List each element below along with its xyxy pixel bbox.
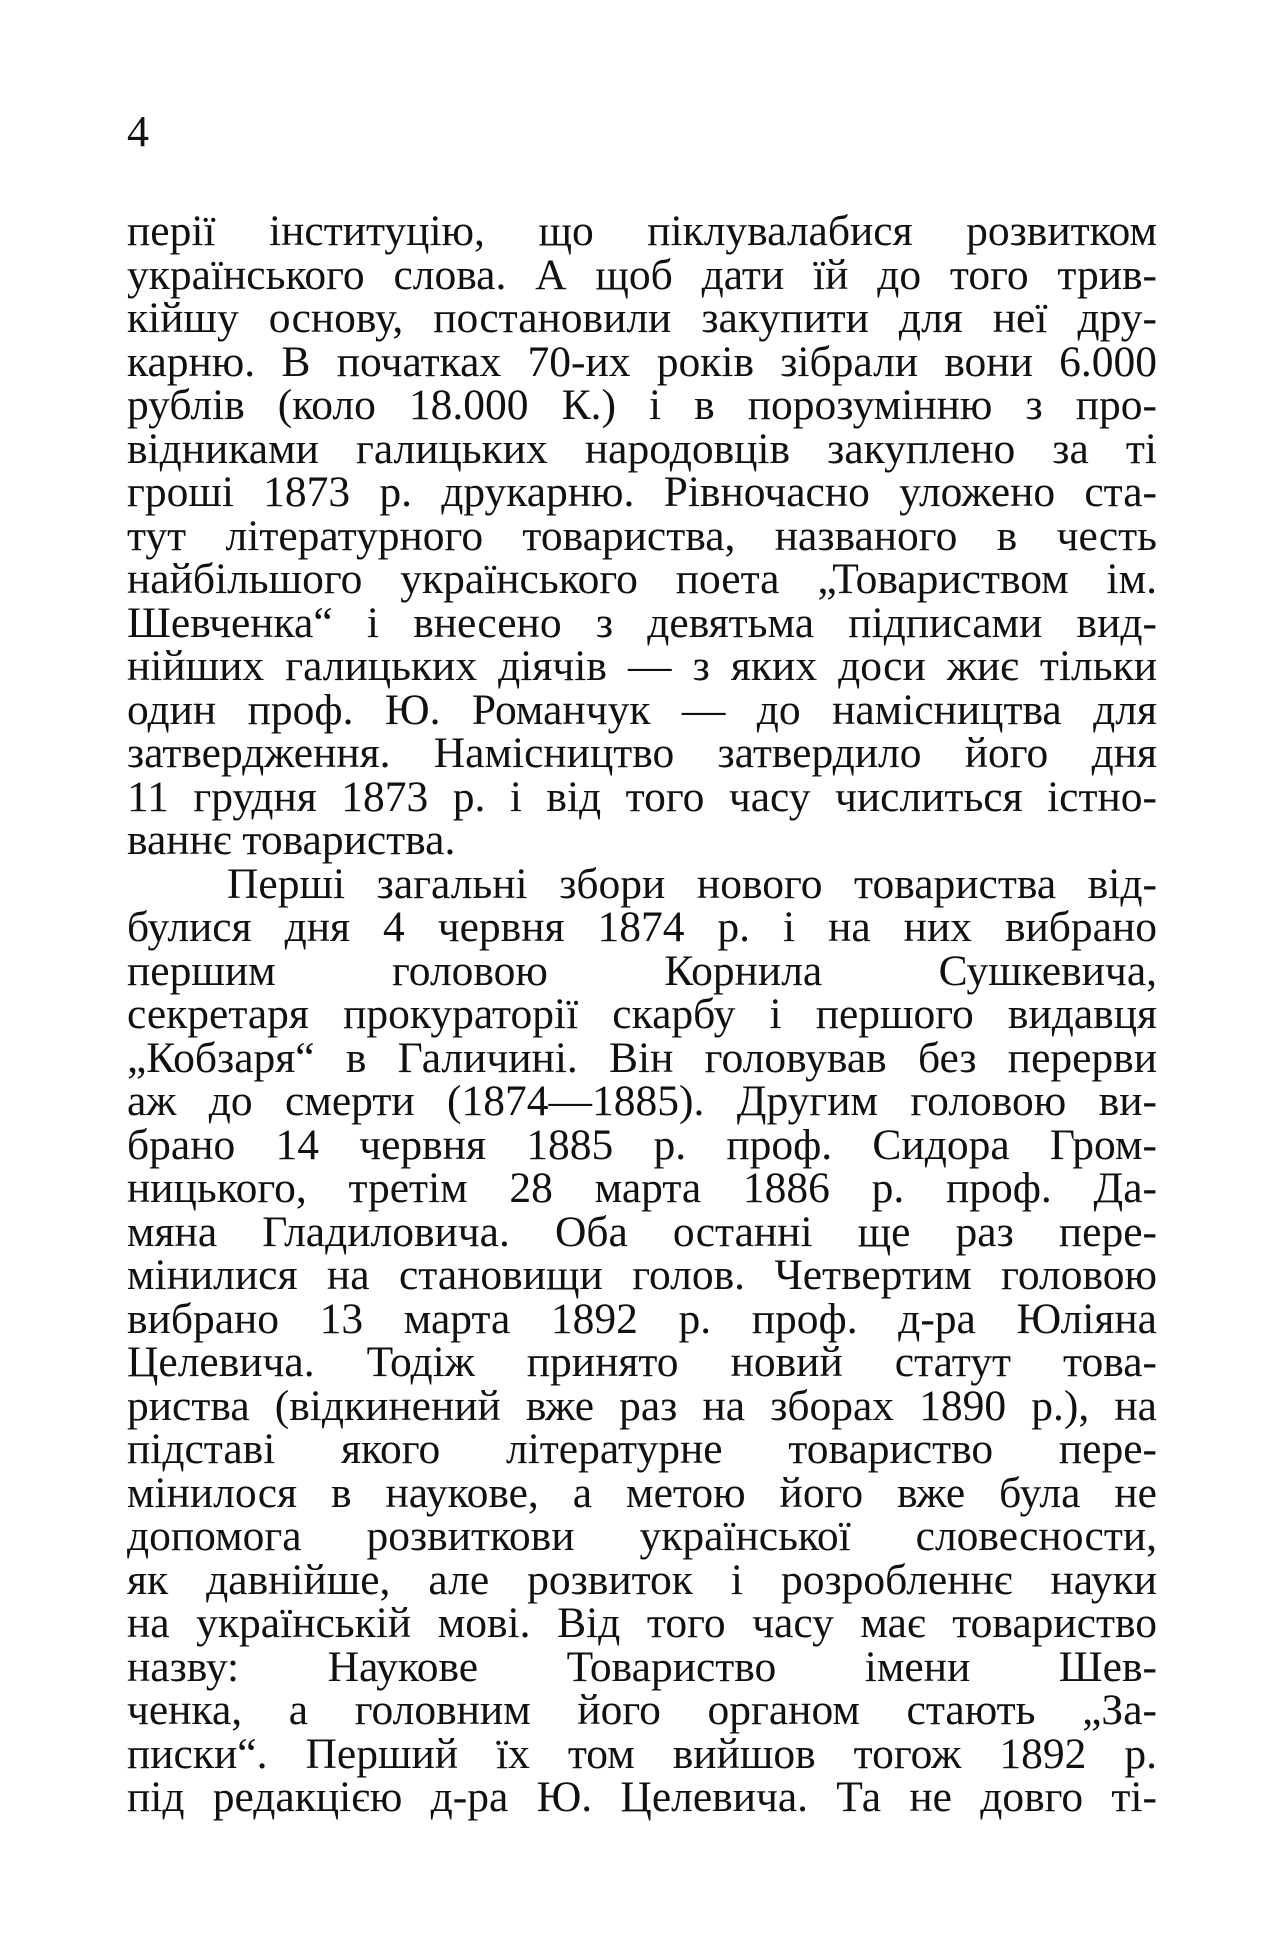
text-line: перії інституцію, що піклувалабися розвитком [127,207,1157,255]
text-line: тут літературного товариства, названого в честь [127,511,1157,560]
text-line: Целевича. Тодіж принято новий статут това- [127,1338,1157,1386]
page-number: 4 [127,107,149,156]
text-line: один проф. Ю. Романчук — до намісництва для [127,685,1157,734]
text-line: булися дня 4 червня 1874 р. і на них вибрано [127,903,1157,951]
text-line: українського слова. А щоб дати їй до того трив- [127,250,1157,299]
text-line: гроші 1873 р. друкарню. Рівночасно уложено ста- [127,468,1157,516]
text-line: на українській мові. Від того часу має товариство [127,1599,1157,1647]
text-line: кійшу основу, постановили закупити для неї дру- [127,294,1157,342]
text-line: найбільшого українського поета „Товариством ім. [127,555,1157,603]
text-line: допомога розвиткови української словесности, [127,1512,1157,1560]
text-line: вибрано 13 марта 1892 р. проф. д-ра Юліяна [127,1294,1157,1343]
text-line: назву: Наукове Товариство імени Шев- [127,1642,1157,1691]
text-line: 11 грудня 1873 р. і від того часу числиться істно- [127,772,1157,821]
text-line: секретаря прокураторії скарбу і першого видавця [127,990,1157,1038]
text-line: відниками галицьких народовців закуплено за ті [127,424,1157,473]
text-line: писки“. Перший їх том вийшов тогож 1892 р. [127,1729,1157,1778]
text-line: мінилися на становищи голов. Четвертим головою [127,1251,1157,1299]
text-line: карню. В початках 70-их років зібрали вони 6.000 [127,337,1157,386]
text-line: Шевченка“ і внесено з девятьма підписами вид- [127,598,1157,647]
text-line: аж до смерти (1874—1885). Другим головою ви- [127,1077,1157,1125]
text-line: мяна Гладиловича. Оба останні ще раз пере- [127,1207,1157,1256]
text-line: як давнійше, але розвиток і розробленнє науки [127,1555,1157,1604]
text-line: першим головою Корнила Сушкевича, [127,946,1157,995]
text-line: підставі якого літературне товариство пере- [127,1425,1157,1473]
text-line: риства (відкинений вже раз на зборах 1890 р.), на [127,1381,1157,1430]
text-line: мінилося в наукове, а метою його вже була не [127,1468,1157,1517]
text-line: Перші загальні збори нового товариства від- [227,859,1157,908]
text-line: ницького, третім 28 марта 1886 р. проф. Да- [127,1164,1157,1212]
text-line: нійших галицьких діячів — з яких доси жиє тільки [127,642,1157,690]
text-line: затвердження. Намісництво затвердило його дня [127,729,1157,777]
text-line: „Кобзаря“ в Галичині. Він головував без перерви [127,1033,1157,1082]
paragraph [127,859,1157,1821]
text-line: рублів (коло 18.000 К.) і в порозумінню з про- [127,381,1157,429]
text-line: брано 14 червня 1885 р. проф. Сидора Гром- [127,1120,1157,1169]
body-text [127,207,1157,1821]
text-line: під редакцією д-ра Ю. Целевича. Та не довго ті- [127,1773,1157,1821]
text-line: ваннє товариства. [127,816,456,864]
text-line: ченка, а головним його органом стають „За- [127,1686,1157,1734]
paragraph [127,207,1157,864]
